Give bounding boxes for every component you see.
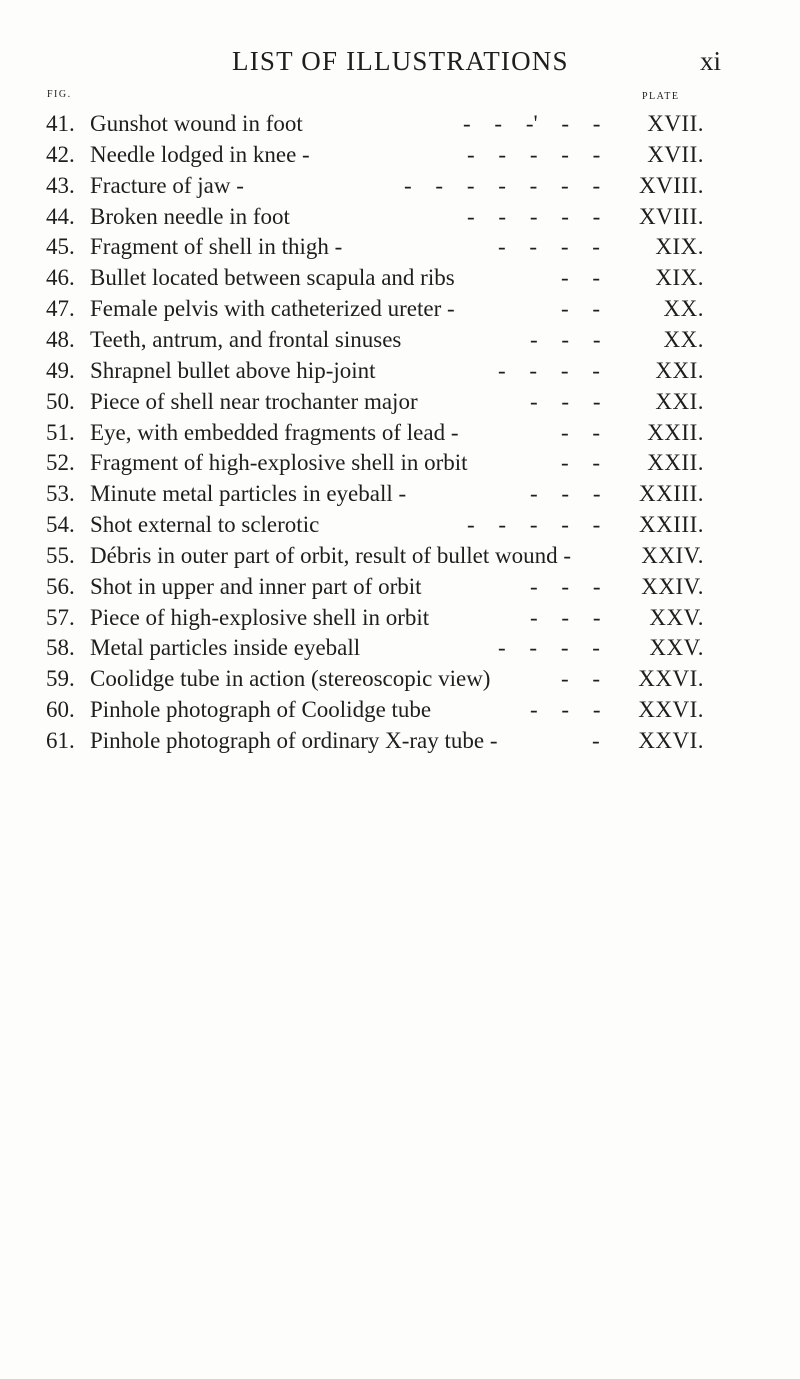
list-item [0, 296, 800, 322]
column-headers [0, 89, 800, 105]
list-item [0, 543, 800, 569]
plate-number: XVII. [647, 111, 704, 136]
plate-number: XXII. [647, 420, 704, 445]
figure-number: 60. [46, 697, 75, 722]
dot-leader: - - -' - - [463, 111, 601, 136]
plate-number: XXI. [655, 389, 704, 414]
figure-caption: Teeth, antrum, and frontal sinuses [90, 327, 402, 352]
figure-caption: Gunshot wound in foot [90, 111, 303, 136]
list-item [0, 173, 800, 199]
dot-leader: - - [561, 265, 601, 290]
list-item [0, 666, 800, 692]
figure-caption: Eye, with embedded fragments of lead - [90, 420, 459, 445]
figure-caption: Fracture of jaw - [90, 173, 244, 198]
list-item [0, 234, 800, 260]
figure-caption: Minute metal particles in eyeball - [90, 481, 407, 506]
figure-caption: Fragment of high-explosive shell in orbit [90, 450, 468, 475]
list-item [0, 327, 800, 353]
figure-number: 46. [46, 265, 75, 290]
plate-number: XVIII. [639, 204, 704, 229]
plate-number: XXV. [649, 635, 704, 660]
figure-caption: Pinhole photograph of Coolidge tube [90, 697, 432, 722]
dot-leader: - - - - [498, 234, 600, 259]
plate-number: XXII. [647, 450, 704, 475]
page-header [0, 46, 800, 86]
figure-caption: Bullet located between scapula and ribs [90, 265, 455, 290]
list-item [0, 420, 800, 446]
figure-caption: Shot in upper and inner part of orbit [90, 574, 422, 599]
dot-leader: - - - [530, 605, 601, 630]
figure-number: 54. [46, 512, 75, 537]
figure-caption: Needle lodged in knee - [90, 142, 310, 167]
list-item [0, 111, 800, 137]
figure-caption: Fragment of shell in thigh - [90, 234, 343, 259]
figure-caption: Shot external to sclerotic [90, 512, 320, 537]
plate-number: XXV. [649, 605, 704, 630]
list-item [0, 450, 800, 476]
figure-number: 45. [46, 234, 75, 259]
plate-number: XXIII. [639, 481, 704, 506]
dot-leader: - - - - - - - [404, 173, 601, 198]
plate-number: XVII. [647, 142, 704, 167]
dot-leader: - - - - [498, 358, 600, 383]
dot-leader: - - - - - [467, 204, 601, 229]
plate-number: XIX. [655, 234, 704, 259]
list-item [0, 697, 800, 723]
plate-number: XX. [663, 327, 704, 352]
plate-number: XIX. [655, 265, 704, 290]
figure-number: 53. [46, 481, 75, 506]
figure-number: 59. [46, 666, 75, 691]
figure-number: 43. [46, 173, 75, 198]
list-item [0, 574, 800, 600]
dot-leader: - - [561, 450, 601, 475]
figure-number: 44. [46, 204, 75, 229]
list-item [0, 204, 800, 230]
list-item [0, 265, 800, 291]
figure-number: 58. [46, 635, 75, 660]
list-item [0, 389, 800, 415]
figure-number: 56. [46, 574, 75, 599]
plate-number: XXVI. [638, 728, 704, 753]
figure-caption: Broken needle in foot [90, 204, 290, 229]
plate-number: XX. [663, 296, 704, 321]
plate-number: XXIII. [639, 512, 704, 537]
figure-number: 57. [46, 605, 75, 630]
figure-caption: Female pelvis with catheterized ureter - [90, 296, 455, 321]
dot-leader: - - [561, 666, 601, 691]
figure-caption: Coolidge tube in action (stereoscopic view) [90, 666, 491, 691]
dot-leader: - - - [530, 327, 601, 352]
dot-leader: - - - [530, 481, 601, 506]
running-title: LIST OF ILLUSTRATIONS [232, 46, 569, 76]
plate-number: XXVI. [638, 697, 704, 722]
figure-caption: Pinhole photograph of ordinary X-ray tube - [90, 728, 498, 753]
dot-leader: - - - [530, 574, 601, 599]
figure-number: 41. [46, 111, 75, 136]
plate-number: XXIV. [641, 574, 704, 599]
list-item [0, 481, 800, 507]
plate-number: XXVI. [638, 666, 704, 691]
dot-leader: - - - - - [467, 512, 601, 537]
plate-number: XVIII. [639, 173, 704, 198]
figure-number: 52. [46, 450, 75, 475]
figure-caption: Débris in outer part of orbit, result of bullet wound - [90, 543, 571, 568]
page-number: xi [700, 46, 722, 76]
dot-leader: - [592, 728, 600, 753]
figure-number: 51. [46, 420, 75, 445]
dot-leader: - - [561, 420, 601, 445]
figure-number: 47. [46, 296, 75, 321]
figure-number: 48. [46, 327, 75, 352]
list-item [0, 728, 800, 754]
list-item [0, 635, 800, 661]
figure-number: 55. [46, 543, 75, 568]
figure-caption: Piece of high-explosive shell in orbit [90, 605, 430, 630]
dot-leader: - - - [530, 697, 601, 722]
figure-caption: Piece of shell near trochanter major [90, 389, 418, 414]
plate-number: XXI. [655, 358, 704, 383]
list-item [0, 142, 800, 168]
figure-caption: Shrapnel bullet above hip-joint [90, 358, 376, 383]
plate-number: XXIV. [641, 543, 704, 568]
dot-leader: - - [561, 296, 601, 321]
fig-column-label: FIG. [47, 89, 72, 100]
figure-number: 61. [46, 728, 75, 753]
figure-caption: Metal particles inside eyeball [90, 635, 361, 660]
figure-number: 49. [46, 358, 75, 383]
dot-leader: - - - - [498, 635, 600, 660]
list-item [0, 512, 800, 538]
dot-leader: - - - [530, 389, 601, 414]
plate-column-label: PLATE [642, 91, 680, 102]
dot-leader: - - - - - [467, 142, 601, 167]
figure-number: 50. [46, 389, 75, 414]
list-item [0, 358, 800, 384]
list-item [0, 605, 800, 631]
figure-number: 42. [46, 142, 75, 167]
